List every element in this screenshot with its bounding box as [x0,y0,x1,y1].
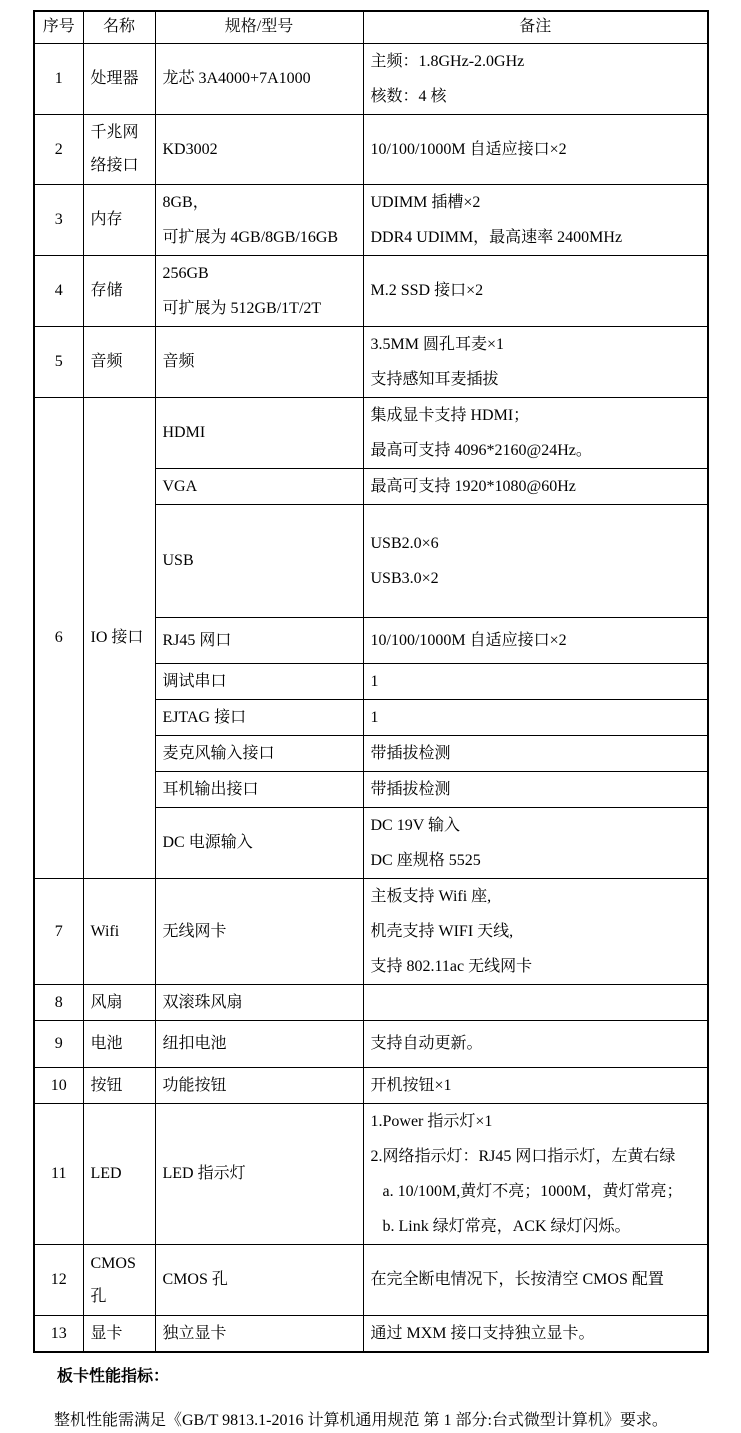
cell-line: RJ45 网口 [162,631,232,649]
component-name-cell: 千兆网络接口 [83,114,155,184]
row-number-cell: 5 [34,326,83,397]
remark-cell [363,1020,708,1067]
remark-cell [363,255,708,326]
cell-line: 10/100/1000M 自适应接口×2 [370,140,567,158]
spec-cell [155,771,363,807]
spec-cell [155,504,363,617]
cell-line: 耳机输出接口 [162,780,259,798]
remark-cell [363,326,708,397]
spec-cell [155,43,363,114]
cell-line: 256GB [162,264,209,282]
remark-cell [363,468,708,504]
row-number-cell: 4 [34,255,83,326]
cell-line: 1.Power 指示灯×1 [370,1112,493,1130]
table-row [34,255,708,326]
cell-line: 可扩展为 512GB/1T/2T [162,299,322,317]
footer-heading: 板卡性能指标： [57,1367,170,1385]
cell-line: HDMI [162,424,206,441]
cell-line: 调试串口 [162,672,227,690]
spec-cell [155,255,363,326]
spec-cell [155,699,363,735]
table-row [34,1244,708,1315]
column-header: 备注 [363,11,708,43]
header-row [34,11,708,43]
spec-cell [155,326,363,397]
cell-line: 支持自动更新。 [370,1035,483,1052]
cell-line: DC 座规格 5525 [370,851,481,869]
cell-line: 纽扣电池 [162,1035,227,1052]
column-header: 序号 [34,11,83,43]
cell-line: 独立显卡 [162,1324,227,1342]
cell-line: DC 19V 输入 [370,816,460,834]
cell-line: 通过 MXM 接口支持独立显卡。 [370,1324,595,1342]
spec-cell [155,984,363,1020]
cell-line: M.2 SSD 接口×2 [370,282,484,299]
table-row [34,43,708,114]
remark-cell [363,735,708,771]
spec-cell [155,1020,363,1067]
component-name-cell: 电池 [83,1020,155,1067]
table-row [34,326,708,397]
component-name-cell: 存储 [83,255,155,326]
remark-cell [363,617,708,663]
component-name-cell: 处理器 [83,43,155,114]
spec-cell [155,1067,363,1103]
cell-line: 开机按钮×1 [370,1076,452,1094]
table-row [34,878,708,984]
remark-cell [363,504,708,617]
cell-line: VGA [162,477,198,495]
cell-line: 音频 [162,353,195,370]
cell-line: 10/100/1000M 自适应接口×2 [370,631,567,649]
cell-line: 最高可支持 4096*2160@24Hz。 [370,441,592,459]
component-name-cell: 风扇 [83,984,155,1020]
component-name-cell: 显卡 [83,1315,155,1352]
cell-line: USB2.0×6 [370,534,439,552]
cell-line: 龙芯 3A4000+7A1000 [162,70,311,87]
table-row [34,184,708,255]
cell-line: LED 指示灯 [162,1165,246,1182]
cell-line: 无线网卡 [162,922,227,940]
row-number-cell: 13 [34,1315,83,1352]
spec-cell [155,184,363,255]
remark-cell [363,114,708,184]
spec-cell [155,1244,363,1315]
cell-line: UDIMM 插槽×2 [370,193,481,211]
row-number-cell: 6 [34,397,83,878]
cell-line: 带插拔检测 [370,744,451,762]
table-row [34,984,708,1020]
cell-line: USB [162,552,194,569]
remark-cell [363,663,708,699]
spec-cell [155,878,363,984]
cell-line: 1 [370,708,379,726]
cell-line: 可扩展为 4GB/8GB/16GB [162,228,339,246]
spec-cell [155,468,363,504]
cell-line: 带插拔检测 [370,780,451,798]
spec-cell [155,735,363,771]
cell-line: 集成显卡支持 HDMI； [370,406,530,424]
row-number-cell: 8 [34,984,83,1020]
spec-cell [155,114,363,184]
cell-line: 2.网络指示灯：RJ45 网口指示灯，左黄右绿 [370,1147,676,1165]
remark-cell [363,397,708,468]
row-number-cell: 3 [34,184,83,255]
cell-line: 在完全断电情况下，长按清空 CMOS 配置 [370,1271,664,1288]
table-row [34,1067,708,1103]
table-row [34,1315,708,1352]
remark-cell [363,984,708,1020]
cell-line: 3.5MM 圆孔耳麦×1 [370,335,504,353]
cell-line: 双滚珠风扇 [162,993,243,1011]
remark-cell [363,43,708,114]
remark-cell [363,1103,708,1244]
row-number-cell: 11 [34,1103,83,1244]
table-row [34,114,708,184]
cell-line: 主板支持 Wifi 座, [370,887,492,905]
component-name-cell: Wifi [83,878,155,984]
spec-cell [155,663,363,699]
row-number-cell: 2 [34,114,83,184]
cell-line: CMOS 孔 [162,1271,228,1288]
cell-line: b. Link 绿灯常亮，ACK 绿灯闪烁。 [370,1217,631,1235]
column-header: 名称 [83,11,155,43]
component-name-cell: 按钮 [83,1067,155,1103]
cell-line: EJTAG 接口 [162,708,247,726]
remark-cell [363,807,708,878]
row-number-cell: 9 [34,1020,83,1067]
component-name-cell: IO 接口 [83,397,155,878]
cell-line: 支持 802.11ac 无线网卡 [370,957,533,975]
spec-cell [155,617,363,663]
cell-line: 主频：1.8GHz-2.0GHz [370,52,525,70]
cell-line: KD3002 [162,140,218,158]
component-name-cell: LED [83,1103,155,1244]
table-body [34,43,708,1352]
cell-line: 功能按钮 [162,1076,227,1094]
cell-line: 核数：4 核 [370,87,447,105]
cell-line: DDR4 UDIMM，最高速率 2400MHz [370,228,623,246]
component-name-cell: 音频 [83,326,155,397]
table-row [34,1020,708,1067]
remark-cell [363,878,708,984]
remark-cell [363,1244,708,1315]
component-name-cell: 内存 [83,184,155,255]
cell-line: USB3.0×2 [370,569,439,587]
cell-line: DC 电源输入 [162,834,253,851]
spec-cell [155,807,363,878]
spec-cell [155,397,363,468]
row-number-cell: 12 [34,1244,83,1315]
remark-cell [363,1315,708,1352]
spec-cell [155,1103,363,1244]
footer-body: 整机性能需满足《GB/T 9813.1-2016 计算机通用规范 第 1 部分:台式微型计算机》要求。 [54,1411,668,1429]
cell-line: 最高可支持 1920*1080@60Hz [370,477,576,495]
cell-line: a. 10/100M,黄灯不亮；1000M，黄灯常亮； [370,1182,683,1200]
remark-cell [363,184,708,255]
row-number-cell: 10 [34,1067,83,1103]
table-row [34,397,708,468]
row-number-cell: 1 [34,43,83,114]
cell-line: 支持感知耳麦插拔 [370,370,499,388]
cell-line: 1 [370,672,379,690]
spec-cell [155,1315,363,1352]
column-header: 规格/型号 [155,11,363,43]
remark-cell [363,771,708,807]
remark-cell [363,1067,708,1103]
cell-line: 机壳支持 WIFI 天线, [370,922,514,940]
cell-line: 麦克风输入接口 [162,744,275,762]
cell-line: 8GB， [162,193,209,211]
spec-table [33,10,709,1353]
table-row [34,1103,708,1244]
remark-cell [363,699,708,735]
row-number-cell: 7 [34,878,83,984]
component-name-cell: CMOS 孔 [83,1244,155,1315]
table-header [34,11,708,43]
